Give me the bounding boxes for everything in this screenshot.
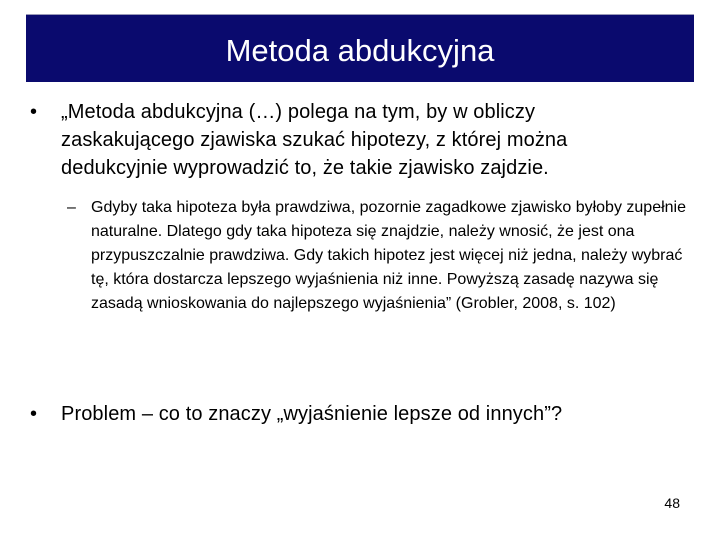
dash-icon: – xyxy=(67,199,76,216)
bullet-item-2 xyxy=(30,400,700,428)
page-number: 48 xyxy=(664,495,680,511)
bullet-icon: • xyxy=(30,403,38,425)
slide-title: Metoda abdukcyjna xyxy=(225,33,495,68)
bullet-item-1 xyxy=(30,98,700,182)
bullet-text-1: „Metoda abdukcyjna (…) polega na tym, by w obliczy zaskakującego zjawiska szukać hipotezy, z której można dedukcyjnie wyprowadzić to, że takie zjawisko zajdzie. xyxy=(61,101,568,179)
bullet-list xyxy=(30,98,700,316)
bullet-item-2-wrapper xyxy=(30,400,700,428)
bullet-icon: • xyxy=(30,101,38,123)
sub-bullet-item-1 xyxy=(67,196,700,316)
title-bar xyxy=(26,14,694,82)
sub-bullet-text-1: Gdyby taka hipoteza była prawdziwa, pozornie zagadkowe zjawisko byłoby zupełnie naturalne. Dlatego gdy taka hipoteza się znajdzie, należy wnosić, że jest ona przypuszczalnie prawdziwa. Gdy takich hipotez jest więcej niż jedna, należy wybrać tę, która dostarcza lepszego wyjaśnienia niż inne. Powyższą zasadę nazywa się zasadą wnioskowania do najlepszego wyjaśnienia” (Grobler, 2008, s. 102) xyxy=(91,199,686,312)
bullet-text-2: Problem – co to znaczy „wyjaśnienie lepsze od innych”? xyxy=(61,403,563,425)
